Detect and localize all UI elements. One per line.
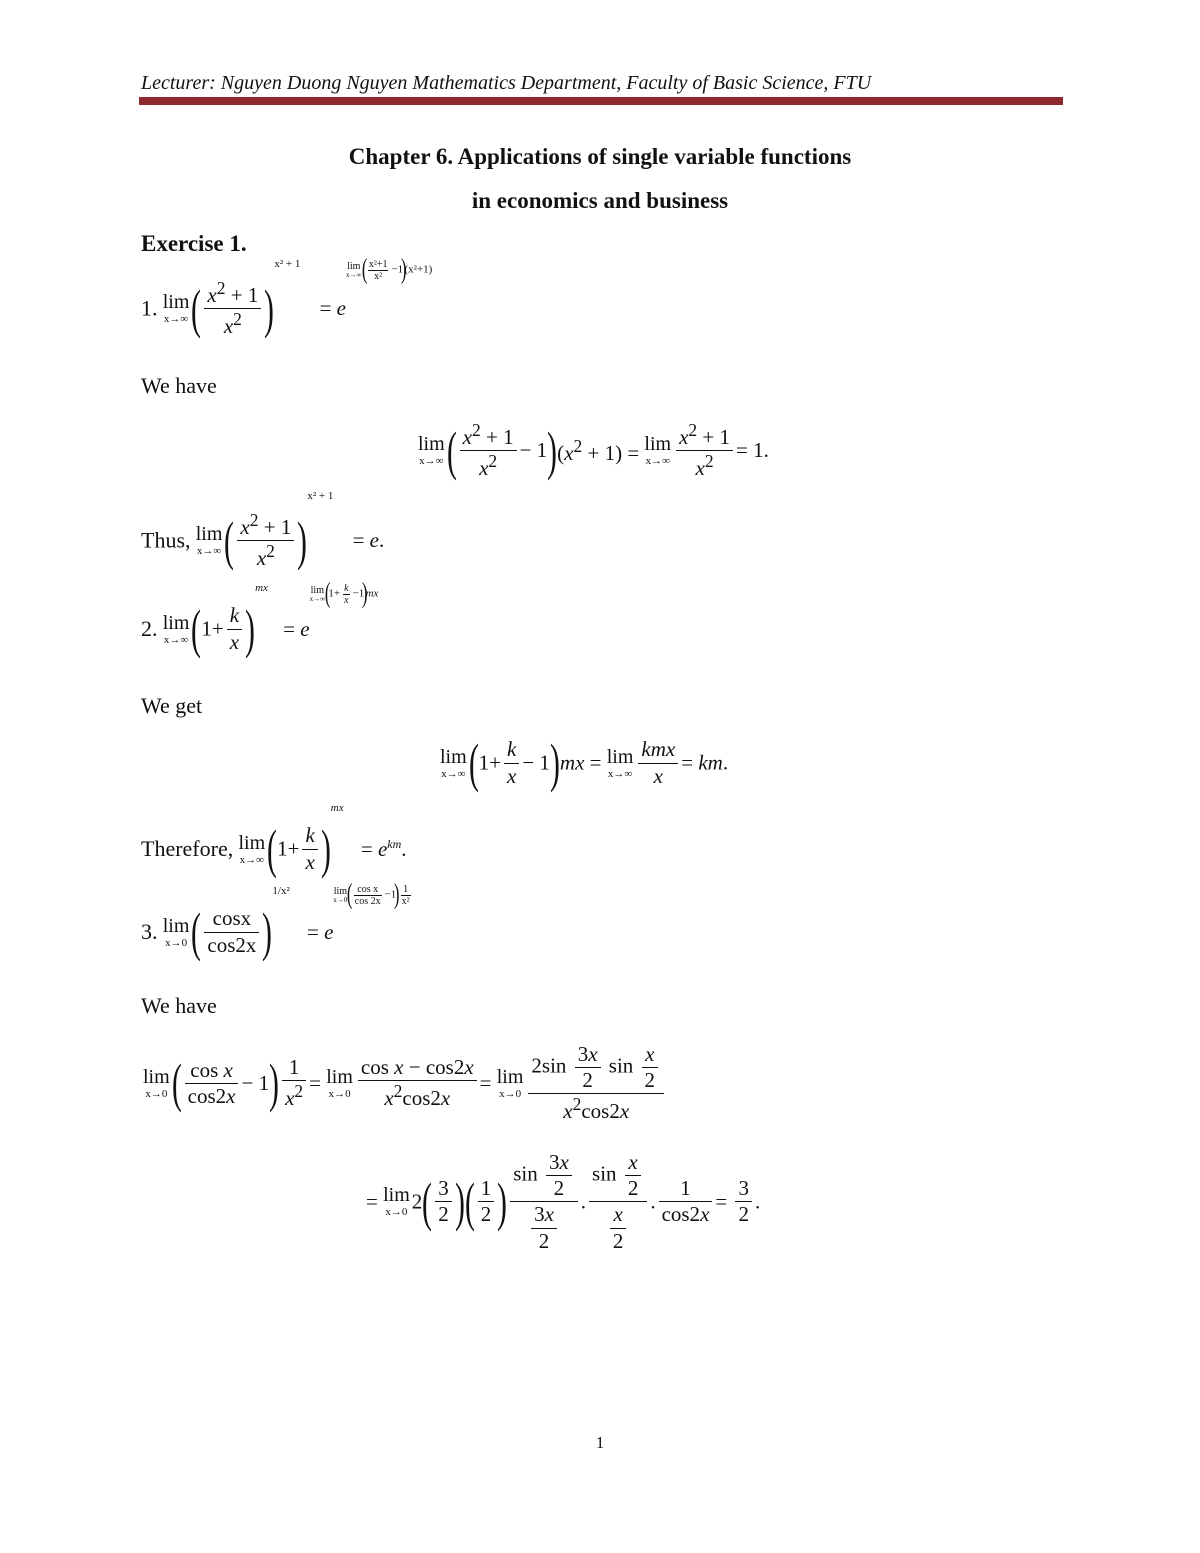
formula-3-work-line-1: lim x→0 ( $\frac{\text{cos x}}{\cos 2x}$ − 1) $\frac{1}{x^2}$ = lim x→0 $\frac{\text{cos x − cos2x}}{x^2\cos 2x}$ = lim x→0 2sin $\frac{3x}{2}$ sin $\frac{x}{2}$ $x^2\cos 2x$ — [143, 1042, 667, 1125]
formula-1-result: Thus, lim x→∞ ( $\frac{x^2 + 1}{x^2}$ )x² + 1 = e. — [141, 490, 385, 571]
page-header: Lecturer: Nguyen Duong Nguyen Mathematics Department, Faculty of Basic Science, FTU — [141, 72, 872, 94]
chapter-title-line-1: Chapter 6. Applications of single variable functions — [348, 144, 852, 169]
text-we-get: We get — [141, 693, 203, 718]
item-number-2: 2. — [141, 616, 158, 641]
exercise-heading: Exercise 1. — [141, 231, 247, 256]
formula-3-work-line-2: = lim x→0 2( $\frac{3}{2}$ )( $\frac{1}{2}$ ) sin $\frac{3x}{2}$ $\frac{3x}{2}$ . sin $\frac{x}{2}$ $\frac{x}{2}$ . $\frac{1}{\cos 2x}$ = $\frac{3}{2}$ . — [366, 1150, 761, 1253]
item-number-1: 1. — [141, 295, 158, 321]
chapter-title-line-2: in economics and business — [471, 188, 729, 213]
item-number-3: 3. — [141, 919, 158, 944]
formula-2: 2. lim x→∞ (1+ $\frac{k}{x}$ )mx = e lim x→∞ (1+ $\frac{k}{x}$ −1)mx — [141, 578, 379, 659]
text-thus: Thus, — [141, 527, 191, 553]
page-number: 1 — [595, 1433, 605, 1452]
formula-2-result: Therefore, lim x→∞ (1+ $\frac{k}{x}$ )$mx = e^{km}$. — [141, 802, 407, 879]
text-therefore: Therefore, — [141, 836, 234, 861]
formula-1: 1. lim x→∞ ( $\frac{x^2 + 1}{x^2}$ )x² + 1 = e lim x→∞ ( $\frac{\text{x²+1}}{\text{x²}}$ −1)(x²+1) — [141, 254, 433, 339]
formula-1-work: lim x→∞ ( $\frac{x^2 + 1}{x^2}$ − $1)(x^2 + 1)$ = lim x→∞ $\frac{x^2 + 1}{x^2}$ = 1. — [418, 420, 769, 481]
header-rule — [139, 97, 1063, 105]
formula-3: 3. lim x→0 ( $\frac{\cos x}{\cos 2x}$ )1/x² = e lim x→0 ( $\frac{\text{cos x}}{\cos 2x}$ −1) $\frac{1}{\text{x²}}$ — [141, 879, 410, 962]
text-we-have-1: We have — [141, 373, 217, 398]
text-we-have-2: We have — [141, 993, 217, 1018]
formula-2-work: lim x→∞ (1+ $\frac{k}{x}$ − 1)mx = lim x→∞ kmx x = km. — [440, 733, 729, 793]
